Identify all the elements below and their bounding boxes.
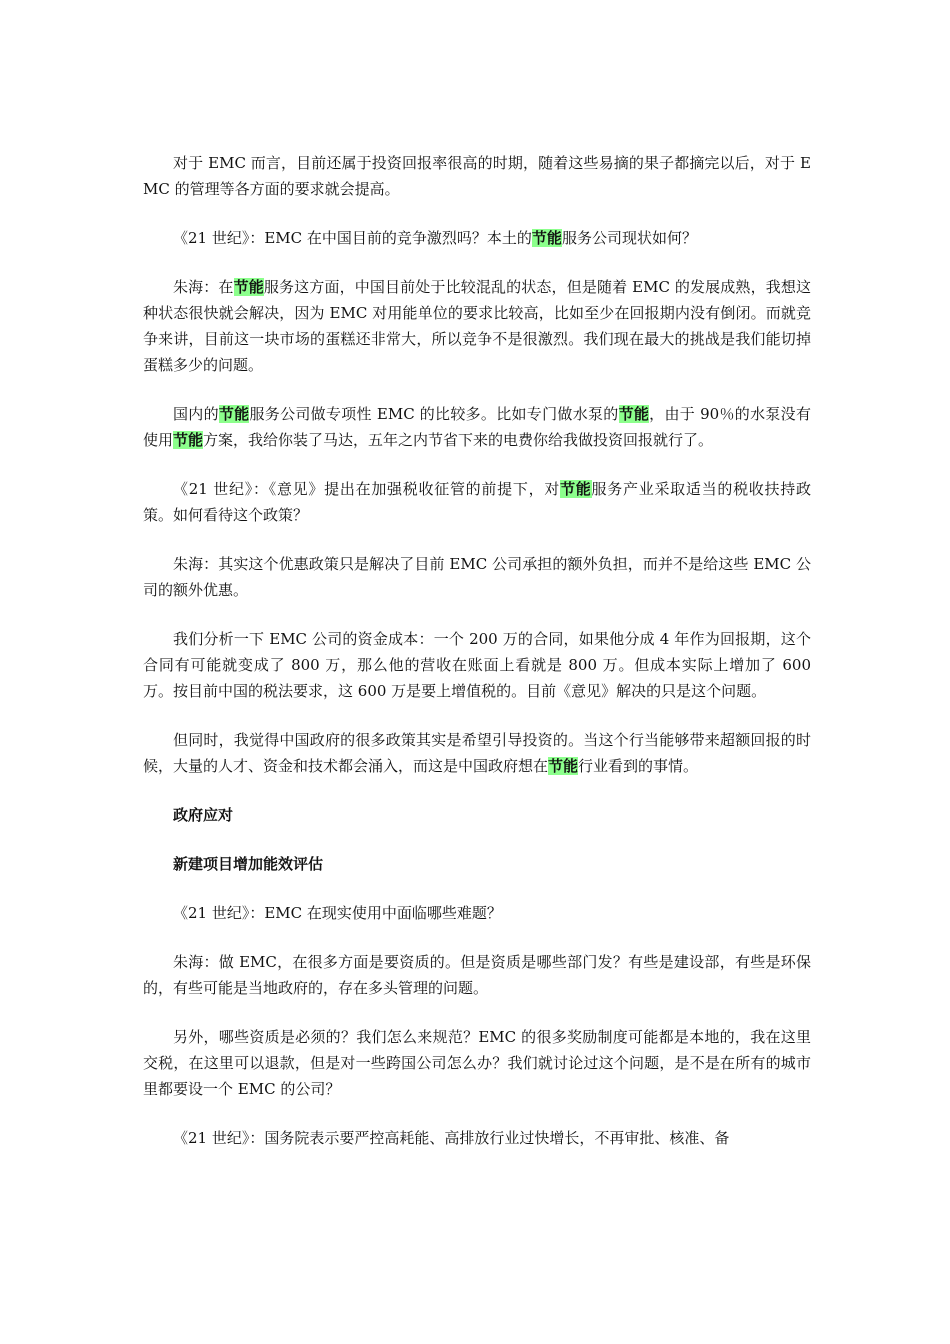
text-segment: 朱海：做 EMC，在很多方面是要资质的。但是资质是哪些部门发？有些是建设部，有些是环保的，有些可能是当地政府的，存在多头管理的问题。 bbox=[143, 953, 811, 997]
text-segment: 另外，哪些资质是必须的？我们怎么来规范？EMC 的很多奖励制度可能都是本地的，我在这里交税，在这里可以退款，但是对一些跨国公司怎么办？我们就讨论过这个问题，是不是在所有的城市里都要设一个 EMC 的公司？ bbox=[143, 1028, 811, 1098]
text-segment: 行业看到的事情。 bbox=[578, 757, 699, 775]
text-segment: 服务公司现状如何？ bbox=[561, 229, 697, 247]
text-segment: 《21 世纪》：EMC 在现实使用中面临哪些难题？ bbox=[173, 904, 502, 922]
paragraph bbox=[143, 727, 811, 779]
paragraph bbox=[143, 274, 811, 378]
paragraph bbox=[143, 1125, 811, 1151]
paragraph bbox=[143, 900, 811, 926]
highlighted-term: 节能 bbox=[218, 405, 250, 423]
highlighted-term: 节能 bbox=[618, 405, 650, 423]
highlighted-term: 节能 bbox=[173, 431, 204, 449]
text-segment: ，由于 90％的水泵没有使用 bbox=[143, 405, 811, 449]
paragraph bbox=[143, 225, 811, 251]
text-segment: 方案，我给你装了马达，五年之内节省下来的电费你给我做投资回报就行了。 bbox=[203, 431, 714, 449]
text-segment: 国内的 bbox=[173, 405, 219, 423]
highlighted-term: 节能 bbox=[560, 480, 592, 498]
text-segment: 我们分析一下 EMC 公司的资金成本：一个 200 万的合同，如果他分成 4 年作为回报期，这个合同有可能就变成了 800 万，那么他的营收在账面上看就是 800 万。但成本实际上增加了 600 万。按目前中国的税法要求，这 600 万是要上增值税的。目前《意见》解决的只是这个问题。 bbox=[143, 630, 811, 700]
section-heading bbox=[143, 851, 811, 877]
text-segment: 《21 世纪》：《意见》提出在加强税收征管的前提下，对 bbox=[173, 480, 561, 498]
highlighted-term: 节能 bbox=[531, 229, 562, 247]
text-segment: 对于 EMC 而言，目前还属于投资回报率很高的时期，随着这些易摘的果子都摘完以后，对于 EMC 的管理等各方面的要求就会提高。 bbox=[143, 154, 811, 198]
text-segment: 朱海：在 bbox=[173, 278, 234, 296]
highlighted-term: 节能 bbox=[548, 757, 579, 775]
paragraph bbox=[143, 401, 811, 453]
text-segment: 新建项目增加能效评估 bbox=[173, 855, 324, 873]
section-heading bbox=[143, 802, 811, 828]
paragraph bbox=[143, 476, 811, 528]
text-segment: 但同时，我觉得中国政府的很多政策其实是希望引导投资的。当这个行当能够带来超额回报的时候，大量的人才、资金和技术都会涌入，而这是中国政府想在 bbox=[143, 731, 811, 775]
text-segment: 《21 世纪》：EMC 在中国目前的竞争激烈吗？本土的 bbox=[173, 229, 532, 247]
highlighted-term: 节能 bbox=[233, 278, 264, 296]
document-page bbox=[143, 150, 811, 1174]
paragraph bbox=[143, 150, 811, 202]
text-segment: 政府应对 bbox=[173, 806, 234, 824]
text-segment: 《21 世纪》：国务院表示要严控高耗能、高排放行业过快增长，不再审批、核准、备 bbox=[173, 1129, 730, 1147]
paragraph bbox=[143, 551, 811, 603]
paragraph bbox=[143, 949, 811, 1001]
text-segment: 朱海：其实这个优惠政策只是解决了目前 EMC 公司承担的额外负担，而并不是给这些 EMC 公司的额外优惠。 bbox=[143, 555, 811, 599]
text-segment: 服务这方面，中国目前处于比较混乱的状态，但是随着 EMC 的发展成熟，我想这种状态很快就会解决，因为 EMC 对用能单位的要求比较高，比如至少在回报期内没有倒闭。而就竞争来讲，目前这一块市场的蛋糕还非常大，所以竞争不是很激烈。我们现在最大的挑战是我们能切掉蛋糕多少的问题。 bbox=[143, 278, 811, 374]
text-segment: 服务公司做专项性 EMC 的比较多。比如专门做水泵的 bbox=[249, 405, 619, 423]
paragraph bbox=[143, 626, 811, 704]
paragraph bbox=[143, 1024, 811, 1102]
text-segment: 服务产业采取适当的税收扶持政策。如何看待这个政策？ bbox=[143, 480, 811, 524]
